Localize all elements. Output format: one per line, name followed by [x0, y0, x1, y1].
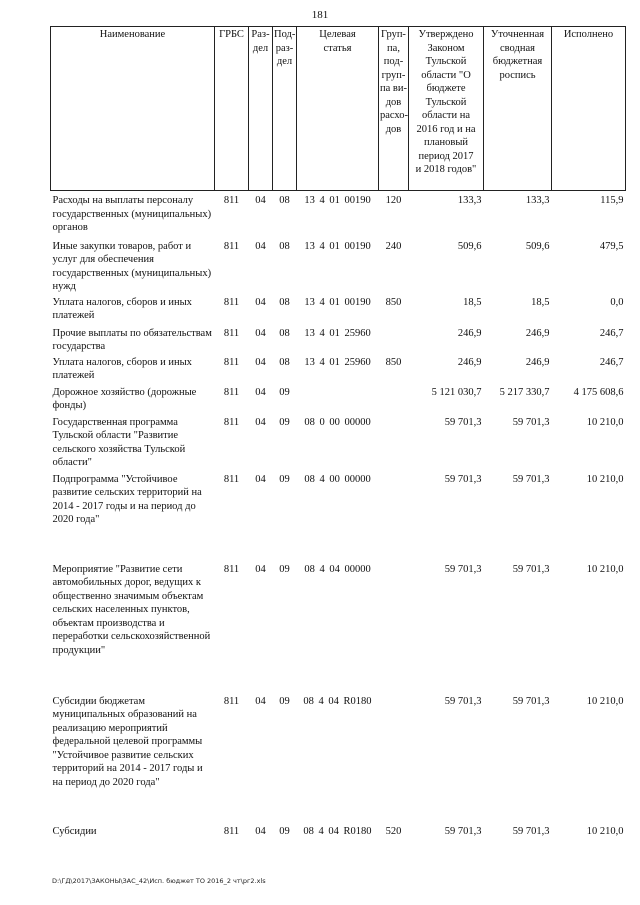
row-name: Прочие выплаты по обязательствам государства	[52, 327, 212, 352]
budget-table	[50, 26, 626, 845]
row-utochnennaya: 18,5	[531, 296, 550, 308]
row-name: Мероприятие "Развитие сети автомобильных дорог, ведущих к общественно значимым объектам сельских населенных пунктов, объектам производства и переработки сельскохозяйственной продукции"	[52, 563, 211, 656]
row-gruppa	[379, 473, 409, 563]
table-row	[51, 695, 626, 825]
row-ispolneno: 479,5	[599, 240, 624, 252]
row-tselevaya: 08 4 04 00000	[304, 563, 371, 575]
row-razdel: 04	[255, 416, 266, 428]
row-grbs: 811	[223, 825, 240, 837]
row-grbs: 811	[223, 386, 240, 398]
row-ispolneno: 115,9	[600, 195, 624, 206]
row-utverzhdeno: 59 701,3	[444, 695, 482, 707]
row-utochnennaya: 246,9	[525, 327, 550, 339]
header-tselevaya: Целевая статья	[297, 27, 379, 191]
row-razdel: 04	[255, 825, 266, 837]
row-gruppa	[379, 416, 409, 473]
row-name: Субсидии бюджетам муниципальных образований на реализацию мероприятий федеральной целевой программы "Устойчивое развитие сельских территорий на 2014 - 2017 годы и на период до 2020 года"	[52, 695, 203, 788]
row-razdel: 04	[255, 356, 266, 368]
table-row	[51, 356, 626, 386]
table-row	[51, 327, 626, 356]
table-row	[51, 386, 626, 416]
row-razdel: 04	[255, 240, 266, 252]
row-ispolneno: 246,7	[599, 327, 624, 339]
table-row	[51, 296, 626, 327]
row-utverzhdeno: 246,9	[457, 327, 482, 339]
row-podrazdel: 08	[279, 356, 290, 368]
row-utochnennaya: 5 217 330,7	[499, 386, 550, 398]
table-row	[51, 191, 626, 240]
row-ispolneno: 4 175 608,6	[573, 386, 624, 398]
row-ispolneno: 10 210,0	[586, 695, 624, 707]
row-name: Дорожное хозяйство (дорожные фонды)	[52, 386, 197, 411]
row-utochnennaya: 59 701,3	[512, 416, 550, 428]
row-podrazdel: 09	[279, 563, 290, 575]
row-podrazdel: 09	[279, 386, 290, 398]
row-razdel: 04	[255, 296, 266, 308]
row-podrazdel: 09	[279, 825, 290, 837]
row-razdel: 04	[255, 473, 266, 485]
row-gruppa	[379, 386, 409, 416]
row-podrazdel: 09	[279, 695, 290, 707]
row-name: Расходы на выплаты персоналу государственных (муниципальных) органов	[52, 195, 212, 233]
row-utverzhdeno: 59 701,3	[444, 825, 482, 837]
row-podrazdel: 09	[279, 416, 290, 428]
row-gruppa	[379, 327, 409, 356]
row-tselevaya: 08 4 04 R0180	[303, 695, 372, 707]
row-razdel: 04	[255, 327, 266, 339]
header-podrazdel: Под- раз- дел	[273, 27, 297, 191]
row-utverzhdeno: 59 701,3	[444, 416, 482, 428]
row-grbs: 811	[223, 240, 240, 252]
header-ispolneno: Исполнено	[552, 27, 626, 191]
header-gruppa: Груп- па, под- груп- па ви- дов расхо- дов	[379, 27, 409, 191]
row-podrazdel: 08	[279, 327, 290, 339]
row-name: Уплата налогов, сборов и иных платежей	[52, 356, 192, 381]
row-razdel: 04	[255, 195, 266, 206]
row-grbs: 811	[223, 327, 240, 339]
row-ispolneno: 246,7	[599, 356, 624, 368]
row-grbs: 811	[223, 473, 240, 485]
header-name: Наименование	[51, 27, 215, 191]
page-number: 181	[311, 9, 329, 21]
row-utverzhdeno: 18,5	[463, 296, 482, 308]
row-gruppa: 850	[385, 356, 402, 368]
table-row	[51, 563, 626, 695]
row-tselevaya: 13 4 01 25960	[304, 327, 371, 339]
row-utverzhdeno: 5 121 030,7	[431, 386, 482, 398]
row-grbs: 811	[223, 296, 240, 308]
row-tselevaya	[297, 386, 379, 416]
row-tselevaya: 13 4 01 00190	[304, 240, 371, 252]
row-grbs: 811	[223, 195, 240, 206]
row-gruppa: 520	[385, 825, 402, 837]
header-razdel: Раз- дел	[249, 27, 273, 191]
row-utochnennaya: 59 701,3	[512, 563, 550, 575]
row-gruppa	[379, 563, 409, 695]
row-ispolneno: 10 210,0	[586, 473, 624, 485]
row-podrazdel: 09	[279, 473, 290, 485]
header-utverzhdeno: Утверждено Законом Тульской области "О бюджете Тульской области на 2016 год и на плановый период 2017 и 2018 годов"	[409, 27, 484, 191]
row-utochnennaya: 59 701,3	[512, 473, 550, 485]
file-path-footer: D:\ГД\2017\ЗАКОНЫ\ЗАС_42\Исп. бюджет ТО 2016_2 чт\рг2.xls	[52, 877, 266, 885]
row-razdel: 04	[255, 563, 266, 575]
row-utverzhdeno: 509,6	[457, 240, 482, 252]
row-utverzhdeno: 246,9	[457, 356, 482, 368]
row-name: Подпрограмма "Устойчивое развитие сельских территорий на 2014 - 2017 годы и на период до 2020 года"	[52, 473, 202, 525]
table-row	[51, 473, 626, 563]
row-tselevaya: 13 4 01 00190	[304, 195, 371, 206]
row-utverzhdeno: 59 701,3	[444, 563, 482, 575]
row-grbs: 811	[223, 695, 240, 707]
row-podrazdel: 08	[279, 296, 290, 308]
row-utochnennaya: 59 701,3	[512, 695, 550, 707]
table-row	[51, 825, 626, 845]
row-utverzhdeno: 133,3	[457, 195, 482, 206]
row-grbs: 811	[223, 416, 240, 428]
row-grbs: 811	[223, 356, 240, 368]
header-utochnennaya: Уточненная сводная бюджетная роспись	[484, 27, 552, 191]
row-ispolneno: 10 210,0	[586, 563, 624, 575]
row-podrazdel: 08	[279, 240, 290, 252]
row-tselevaya: 08 4 04 R0180	[303, 825, 372, 837]
row-name: Государственная программа Тульской области "Развитие сельского хозяйства Тульской области"	[52, 416, 186, 468]
row-ispolneno: 10 210,0	[586, 416, 624, 428]
row-tselevaya: 13 4 01 25960	[304, 356, 371, 368]
row-ispolneno: 0,0	[610, 296, 624, 308]
header-grbs: ГРБС	[215, 27, 249, 191]
row-tselevaya: 08 4 00 00000	[304, 473, 371, 485]
row-ispolneno: 10 210,0	[586, 825, 624, 837]
row-gruppa: 850	[385, 296, 402, 308]
row-tselevaya: 08 0 00 00000	[304, 416, 371, 428]
row-utverzhdeno: 59 701,3	[444, 473, 482, 485]
row-podrazdel: 08	[279, 195, 290, 206]
row-utochnennaya: 59 701,3	[512, 825, 550, 837]
row-gruppa	[379, 695, 409, 825]
header-row	[51, 27, 626, 191]
table-row	[51, 416, 626, 473]
row-tselevaya: 13 4 01 00190	[304, 296, 371, 308]
table-row	[51, 240, 626, 296]
row-name: Субсидии	[52, 825, 97, 837]
row-utochnennaya: 509,6	[525, 240, 550, 252]
row-name: Уплата налогов, сборов и иных платежей	[52, 296, 192, 321]
row-gruppa: 240	[385, 240, 402, 252]
row-grbs: 811	[223, 563, 240, 575]
row-razdel: 04	[255, 695, 266, 707]
row-gruppa: 120	[385, 195, 402, 206]
row-utochnennaya: 133,3	[525, 195, 550, 206]
row-utochnennaya: 246,9	[525, 356, 550, 368]
row-razdel: 04	[255, 386, 266, 398]
row-name: Иные закупки товаров, работ и услуг для обеспечения государственных (муниципальных) нужд	[52, 240, 212, 292]
